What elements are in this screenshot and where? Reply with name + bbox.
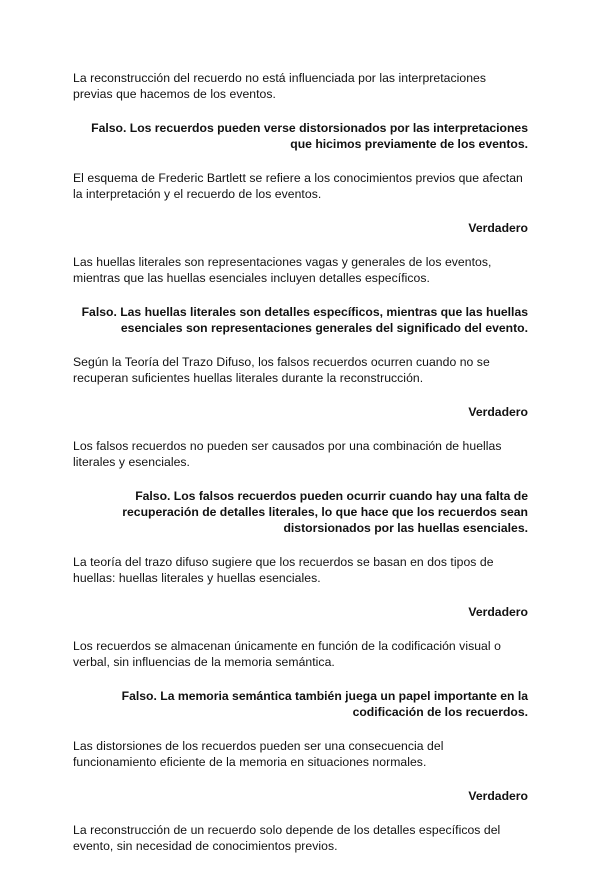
statement-6: La teoría del trazo difuso sugiere que los recuerdos se basan en dos tipos de huellas: huellas literales y huellas esenciales. [73, 555, 494, 585]
statement-9: La reconstrucción de un recuerdo solo depende de los detalles específicos del evento, sin necesidad de conocimientos previos. [73, 823, 501, 853]
statement-7: Los recuerdos se almacenan únicamente en función de la codificación visual o verbal, sin influencias de la memoria semántica. [73, 639, 501, 669]
statement-5: Los falsos recuerdos no pueden ser causados por una combinación de huellas literales y esenciales. [73, 439, 502, 469]
statement-4: Según la Teoría del Trazo Difuso, los falsos recuerdos ocurren cuando no se recuperan suficientes huellas literales durante la reconstrucción. [73, 355, 490, 385]
statement-3: Las huellas literales son representaciones vagas y generales de los eventos, mientras que las huellas esenciales incluyen detalles específicos. [73, 255, 492, 285]
answer-8: Verdadero [468, 789, 528, 803]
answer-7: Falso. La memoria semántica también juega un papel importante en la codificación de los recuerdos. [121, 689, 528, 719]
answer-5: Falso. Los falsos recuerdos pueden ocurrir cuando hay una falta de recuperación de detalles literales, lo que hace que los recuerdos sean distorsionados por las huellas esenciales. [122, 489, 528, 535]
answer-6: Verdadero [468, 605, 528, 619]
statement-2: El esquema de Frederic Bartlett se refiere a los conocimientos previos que afectan la interpretación y el recuerdo de los eventos. [73, 171, 523, 201]
answer-3: Falso. Las huellas literales son detalles específicos, mientras que las huellas esenciales son representaciones generales del significado del evento. [81, 305, 528, 335]
statement-1: La reconstrucción del recuerdo no está influenciada por las interpretaciones previas que hacemos de los eventos. [73, 71, 487, 101]
answer-2: Verdadero [468, 221, 528, 235]
document-page [73, 70, 528, 872]
answer-4: Verdadero [468, 405, 528, 419]
answer-1: Falso. Los recuerdos pueden verse distorsionados por las interpretaciones que hicimos previamente de los eventos. [91, 121, 528, 151]
statement-8: Las distorsiones de los recuerdos pueden ser una consecuencia del funcionamiento eficiente de la memoria en situaciones normales. [73, 739, 444, 769]
